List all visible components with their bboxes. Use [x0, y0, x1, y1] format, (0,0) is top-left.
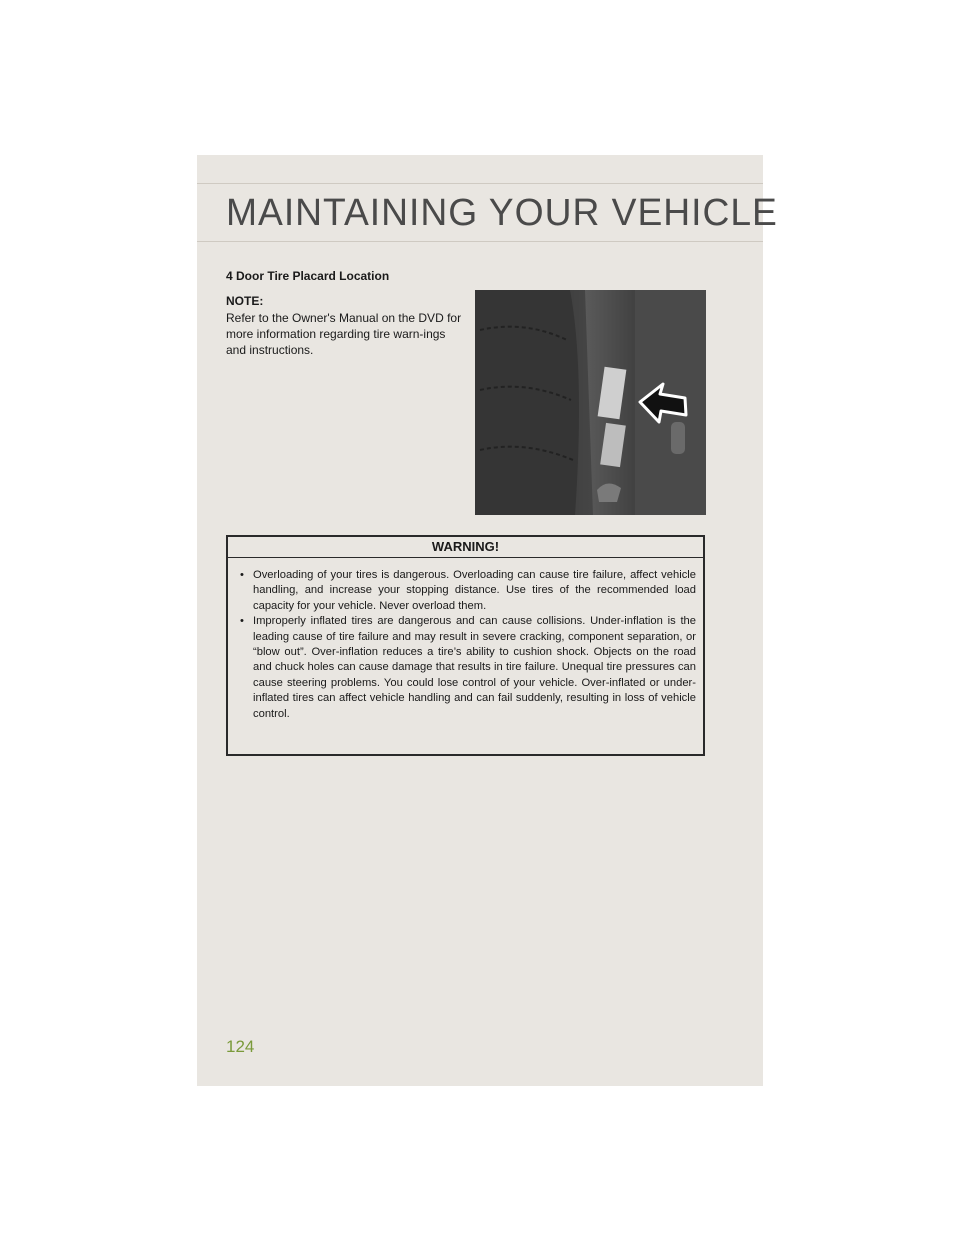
note-body: Refer to the Owner's Manual on the DVD for more information regarding tire warn-ings and instructions.	[226, 311, 462, 357]
page-header-title: MAINTAINING YOUR VEHICLE	[226, 192, 778, 234]
list-item: • Overloading of your tires is dangerous. Overloading can cause tire failure, affect vehicle handling, and increase your stopping distance. Use tires of the recommended load capacity for your vehicle. Never overload them.	[240, 569, 696, 612]
warning-item-text: Overloading of your tires is dangerous. Overloading can cause tire failure, affect vehicle handling, and increase your stopping distance. Use tires of the recommended load capacity for your vehicle. Never overload them.	[253, 569, 696, 612]
warning-item-text: Improperly inflated tires are dangerous and can cause collisions. Under-inflation is the leading cause of tire failure and may result in severe cracking, component separation, or “blow out”. Over-inflation reduces a tire’s ability to cushion shock. Objects on the road and chuck holes can cause damage that results in tire failure. Unequal tire pressures can cause steering problems. You could lose control of your vehicle. Over-inflated or under-inflated tires can affect vehicle handling and can fail suddenly, resulting in loss of vehicle control.	[253, 615, 696, 720]
tire-placard-photo	[475, 290, 706, 515]
page-number: 124	[226, 1037, 255, 1056]
warning-title: WARNING!	[228, 537, 703, 558]
section-heading: 4 Door Tire Placard Location	[226, 269, 390, 283]
manual-page	[197, 155, 778, 1086]
warning-box	[226, 535, 705, 756]
note-label: NOTE:	[226, 294, 264, 308]
header-rule-bottom	[197, 241, 763, 242]
warning-list	[228, 558, 703, 722]
header-rule-top	[197, 183, 763, 184]
list-item: • Improperly inflated tires are dangerous and can cause collisions. Under-inflation is the leading cause of tire failure and may result in severe cracking, component separation, or “blow out”. Over-inflation reduces a tire’s ability to cushion shock. Objects on the road and chuck holes can cause damage that results in tire failure. Unequal tire pressures can cause steering problems. You could lose control of your vehicle. Over-inflated or under-inflated tires can affect vehicle handling and can fail suddenly, resulting in loss of vehicle control.	[240, 615, 696, 720]
